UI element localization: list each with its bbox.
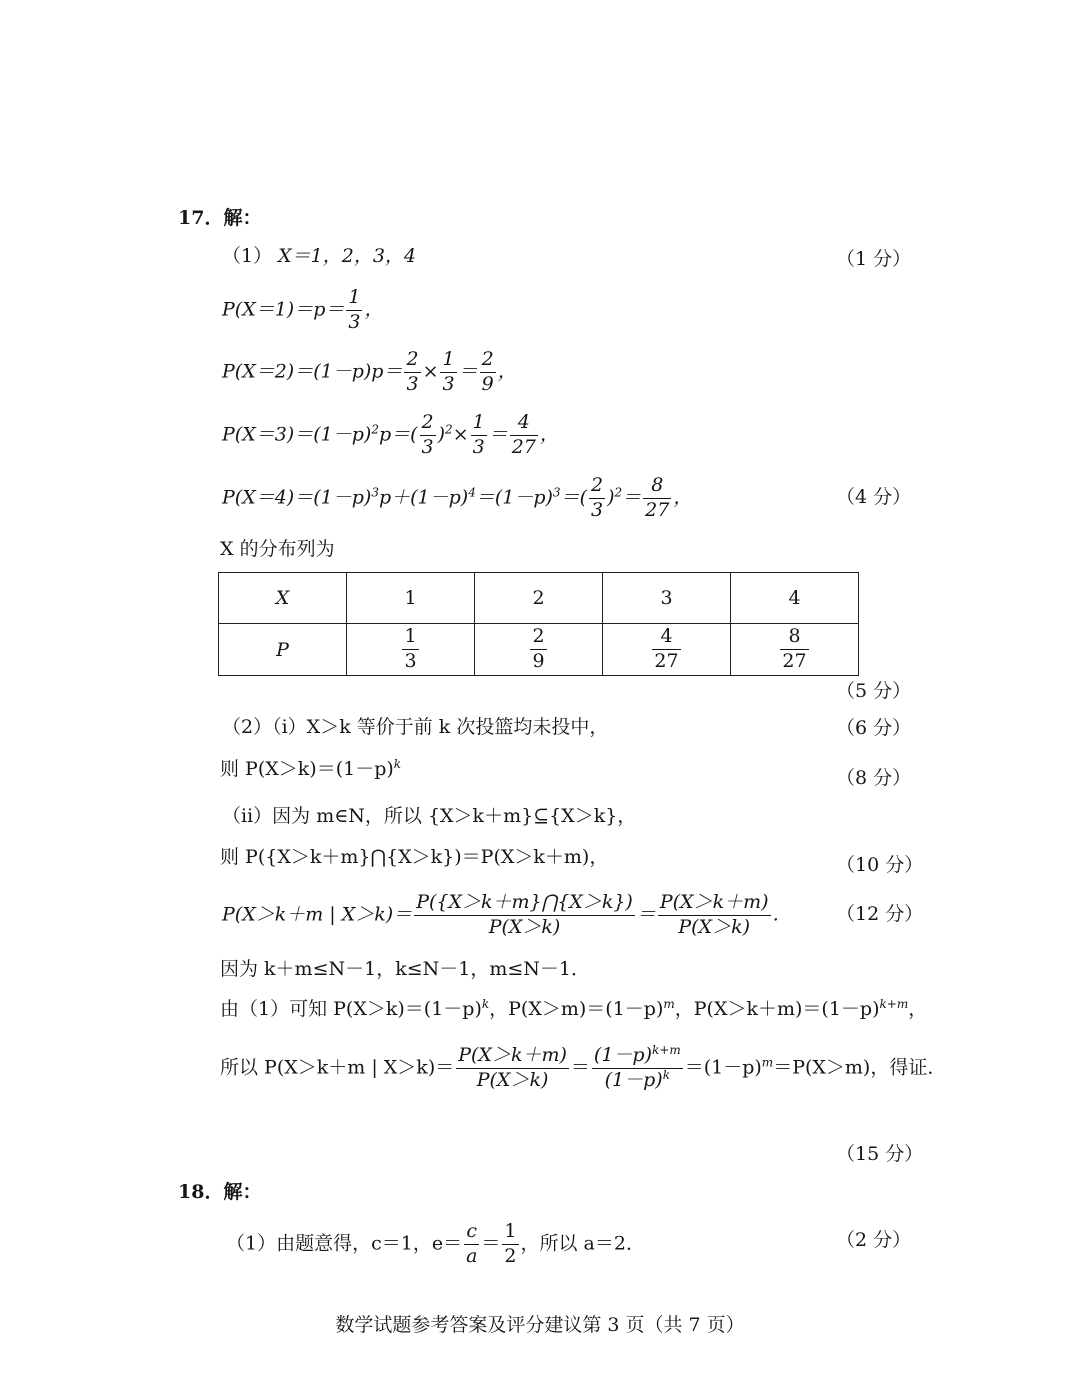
eq-p4: $P(X=4)=(1-p)^3p+(1-p)^4=(1-p)^3=$( $\frac{2}{3}$ )$^2$＝ $\frac{8}{27}$ ， <box>222 474 693 521</box>
points-6: （6 分） <box>836 717 912 739</box>
from1-c: ，P(X＞k＋m)＝(1－p) <box>674 998 880 1020</box>
fraction: $\frac{1}{3}$ <box>348 286 361 333</box>
final-eq: 所以 P(X＞k＋m | X＞k)＝ $\frac{P(X>k+m)}{P(X>k)}$ ＝ $\frac{(1-p)^{k+m}}{(1-p)^k}$ $=(1-p)^m=P(X>m)$，得证． <box>220 1042 947 1091</box>
table-cell: $\frac{1}{3}$ <box>347 624 475 676</box>
part2i-line: （2）（ⅰ）X＞k 等价于前 k 次投篮均未投中， <box>222 716 609 738</box>
from-part1-line: 由（1）可知 $P(X>k)=(1-p)^k$，$P(X>m)=(1-p)^m$，$P(X>k+m)=(1-p)^{k+m}$， <box>220 996 928 1020</box>
part1-label: （1） <box>222 245 273 267</box>
conditional-eq: P(X＞k＋m | X＞k)＝ $\frac{P(\{X>k+m\}⋂\{X>k\})}{P(X>k)}$ ＝ $\frac{P(X>k+m)}{P(X>k)}$ ． <box>222 891 792 938</box>
table-cell: $\frac{8}{27}$ <box>731 624 859 676</box>
final-rhs2: ＝P(X＞m)，得证． <box>773 1056 947 1079</box>
q18-heading: 18．解： <box>178 1181 262 1203</box>
final-rhs: ＝(1－p) <box>684 1056 762 1079</box>
because-line: 因为 k＋m≤N－1，k≤N－1，m≤N－1． <box>220 958 590 980</box>
q18-part1-text: （1）由题意得，c＝1，e＝ <box>226 1232 463 1255</box>
table-cell: 1 <box>347 573 475 624</box>
points-15: （15 分） <box>836 1143 924 1165</box>
from1-b: ，P(X＞m)＝(1－p) <box>489 998 664 1020</box>
table-cell: 4 <box>731 573 859 624</box>
table-cell: 2 <box>475 573 603 624</box>
dist-caption: X 的分布列为 <box>220 538 335 560</box>
points-5: （5 分） <box>836 680 912 702</box>
eq-p1-lhs: P(X＝1)＝p＝ <box>222 298 345 321</box>
eq-p4-lhs: P(X＝4)＝(1－p) <box>222 486 372 509</box>
table-row-p <box>219 624 859 676</box>
table-cell: $\frac{4}{27}$ <box>603 624 731 676</box>
distribution-table <box>218 572 859 676</box>
part2ii-line: （ⅱ）因为 m∈N，所以 {X＞k＋m}⊆{X＞k}， <box>222 805 637 827</box>
eq-p1: P(X＝1)＝p＝ $\frac{1}{3}$ ， <box>222 286 384 333</box>
part1-values: X＝1，2，3，4 <box>278 245 417 267</box>
points-2: （2 分） <box>836 1229 912 1251</box>
points-10: （10 分） <box>836 854 924 876</box>
q17-part1-line <box>222 247 416 266</box>
points-12: （12 分） <box>836 903 924 925</box>
eq-p2-lhs: P(X＝2)＝(1－p)p＝ <box>222 360 403 383</box>
page-footer: 数学试题参考答案及评分建议第 3 页（共 7 页） <box>335 1314 745 1336</box>
points-1: （1 分） <box>836 248 912 270</box>
eq-p3: $P(X=3)=(1-p)^2p=$( $\frac{2}{3}$ )$^2$× $\frac{1}{3}$ ＝ $\frac{4}{27}$ ， <box>222 411 559 458</box>
q18-part1: （1）由题意得，c＝1，e＝ $\frac{c}{a}$ ＝ $\frac{1}{2}$ ，所以 a＝2． <box>226 1220 645 1267</box>
part2i-then-text: 则 P(X＞k)＝(1－p) <box>220 758 394 780</box>
from1-a: 由（1）可知 P(X＞k)＝(1－p) <box>220 998 482 1020</box>
table-cell: 3 <box>603 573 731 624</box>
table-cell: $\frac{2}{9}$ <box>475 624 603 676</box>
final-lhs: 所以 P(X＞k＋m | X＞k)＝ <box>220 1056 455 1079</box>
points-8: （8 分） <box>836 767 912 789</box>
part2ii-then: 则 P({X＞k＋m}⋂{X＞k})＝P(X＞k＋m)， <box>220 846 609 868</box>
table-cell: X <box>219 573 347 624</box>
points-4: （4 分） <box>836 486 912 508</box>
eq-p2: P(X＝2)＝(1－p)p＝ $\frac{2}{3}$ × $\frac{1}{3}$ ＝ $\frac{2}{9}$ ， <box>222 348 517 395</box>
cond-lhs: P(X＞k＋m | X＞k)＝ <box>222 903 413 926</box>
table-cell: P <box>219 624 347 676</box>
q17-heading: 17．解： <box>178 207 262 229</box>
part2i-then: 则 $P(X>k)=(1-p)^k$ <box>220 756 402 780</box>
table-row-x <box>219 573 859 624</box>
q18-part1-end: ，所以 a＝2． <box>520 1232 645 1255</box>
eq-p3-lhs: P(X＝3)＝(1－p) <box>222 423 372 446</box>
